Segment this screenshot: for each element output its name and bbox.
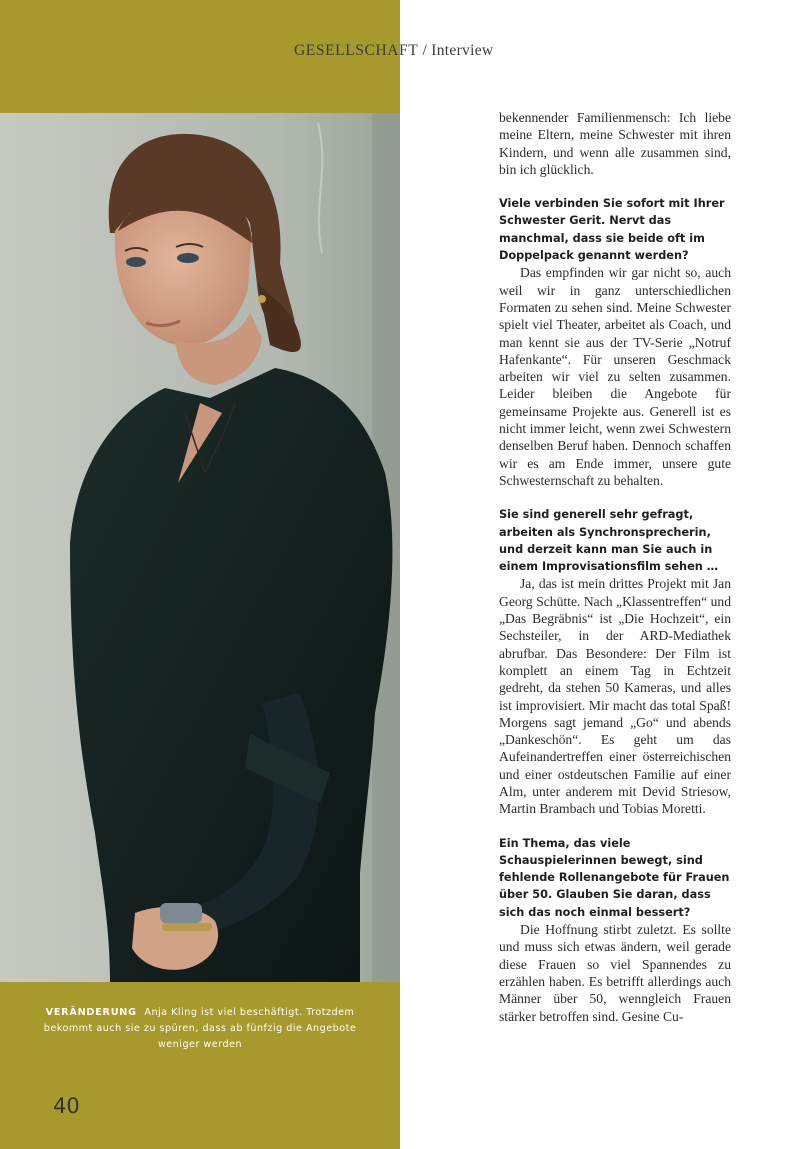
interview-question-1: Viele verbinden Sie sofort mit Ihrer Schwester Gerit. Nervt das manchmal, dass sie beide oft im Doppelpack genannt werden?: [499, 197, 725, 263]
article-paragraph-intro: bekennender Familienmensch: Ich liebe meine Eltern, meine Schwester mit ihren Kindern, und wenn alle zusammen sind, bin ich glücklich.: [499, 110, 731, 177]
interview-answer-3: Die Hoffnung stirbt zuletzt. Es sollte und muss sich etwas ändern, weil gerade diese Frauen so viel Spannendes zu erzählen haben. Es betrifft allerdings auch Männer über 50, wenngleich Frauen stärker betroffen sind. Gesine Cu-: [499, 922, 731, 1024]
section-header: [294, 42, 493, 60]
interview-answer-1: Das empfinden wir gar nicht so, auch weil wir in ganz unterschiedlichen Formaten zu sehen sind. Meine Schwester spielt viel Theater, arbeitet als Coach, und man kennt sie aus der TV-Serie „Notruf Hafenkante“. Für unseren Geschmack arbeiten wir viel zu selten zusammen. Leider bleiben die Angebote für gemeinsame Projekte aus. Generell ist es nicht immer leicht, wenn zwei Schwestern denselben Beruf haben. Dennoch schaffen wir es am Ende immer, unsere gute Schwesternschaft zu behalten.: [499, 265, 731, 488]
photo-caption: [30, 1005, 370, 1053]
interview-question-2: Sie sind generell sehr gefragt, arbeiten als Synchronsprecherin, und derzeit kann man Sie auch in einem Improvisationsfilm sehen …: [499, 508, 719, 574]
article-column: [499, 109, 731, 1025]
portrait-illustration: [0, 113, 400, 982]
section-separator: /: [418, 42, 432, 59]
subsection-label: Interview: [431, 42, 494, 59]
section-label: GESELLSCHAFT: [294, 42, 419, 59]
page-number: 40: [53, 1094, 80, 1118]
interview-question-3: Ein Thema, das viele Schauspielerinnen bewegt, sind fehlende Rollenangebote für Frauen über 50. Glauben Sie daran, dass sich das noch einmal bessert?: [499, 836, 730, 919]
caption-text: Anja Kling ist viel beschäftigt. Trotzdem bekommt auch sie zu spüren, dass ab fünfzig die Angebote weniger werden: [43, 1007, 357, 1050]
portrait-photo: [0, 113, 400, 982]
caption-headline: VERÄNDERUNG: [45, 1007, 137, 1018]
interview-answer-2: Ja, das ist mein drittes Projekt mit Jan Georg Schütte. Nach „Klassentreffen“ und „Das Begräbnis“ ist „Die Hochzeit“, ein Sechsteiler, in der ARD-Mediathek abrufbar. Das Besondere: Der Film ist komplett an einem Tag in Echtzeit gedreht, da stehen 50 Kameras, und alles ist improvisiert. Mir macht das total Spaß! Morgens sagt jemand „Go“ und abends „Dankeschön“. Es geht um das Aufeinandertreffen einer österreichischen und einer ostdeutschen Familie auf einer Alm, unter anderem mit Devid Striesow, Martin Brambach und Tobias Moretti.: [499, 576, 731, 817]
